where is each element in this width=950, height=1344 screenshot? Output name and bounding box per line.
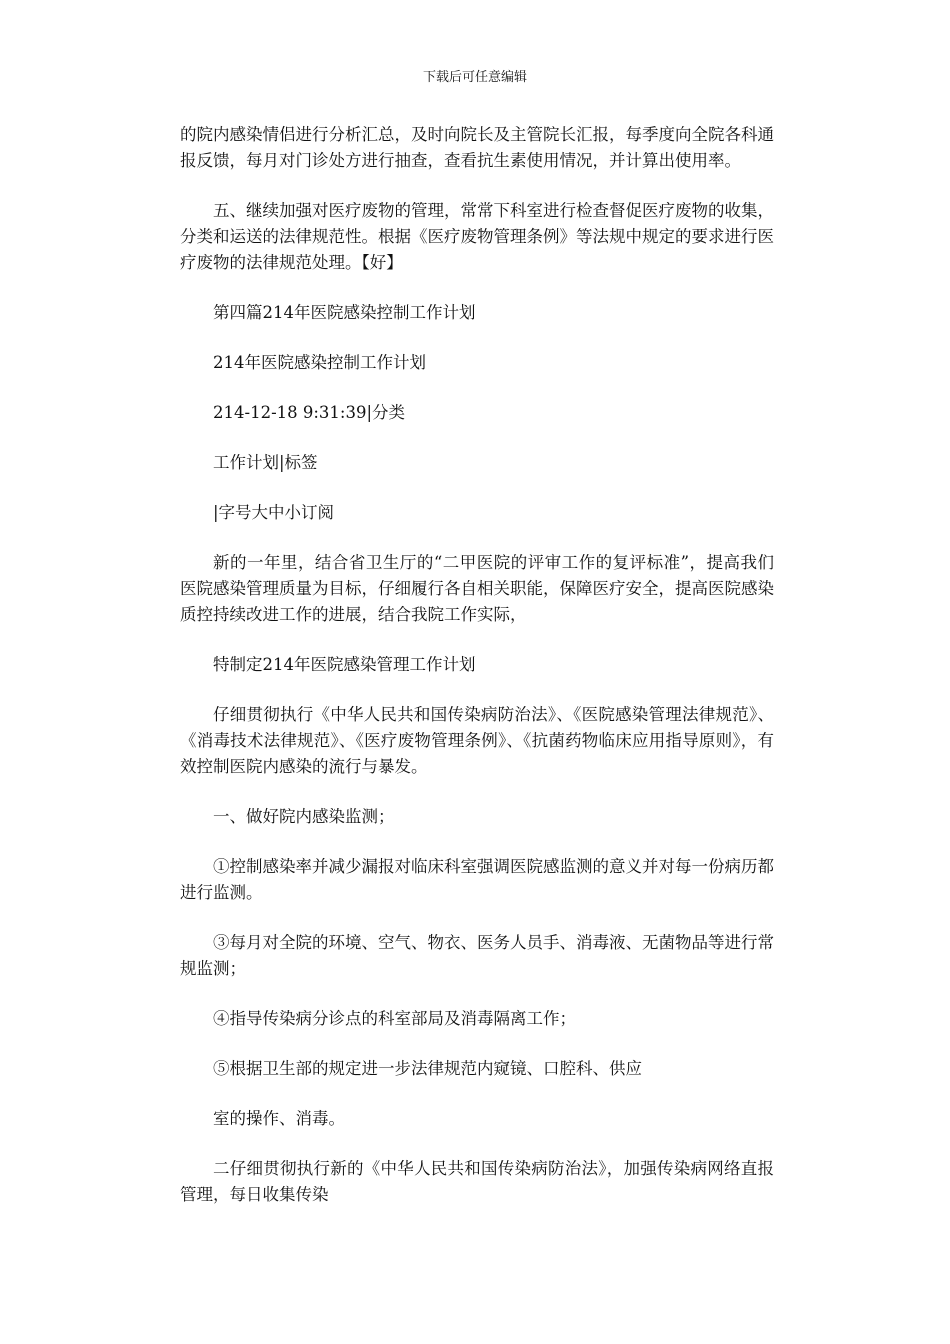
article-title: 214年医院感染控制工作计划 [213, 353, 426, 372]
section-title: 第四篇214年医院感染控制工作计划 [213, 303, 476, 322]
list-item-4: ④指导传染病分诊点的科室部局及消毒隔离工作； [213, 1009, 576, 1028]
document-body [180, 122, 774, 1232]
font-size-subscribe: |字号大中小订阅 [213, 503, 335, 522]
page-header: 下载后可任意编辑 [422, 70, 527, 85]
paragraph-intro: 新的一年里，结合省卫生厅的“二甲医院的评审工作的复评标准”，提高我们医院感染管理质量为目标，仔细履行各自相关职能，保障医疗安全，提高医院感染质控持续改进工作的进展，结合我院工作实际， [180, 553, 774, 624]
plan-heading: 特制定214年医院感染管理工作计划 [213, 655, 476, 674]
paragraph-section-two: 二仔细贯彻执行新的《中华人民共和国传染病防治法》，加强传染病网络直报管理，每日收集传染 [180, 1159, 774, 1204]
paragraph-regulations: 仔细贯彻执行《中华人民共和国传染病防治法》、《医院感染管理法律规范》、《消毒技术法律规范》、《医疗废物管理条例》、《抗菌药物临床应用指导原则》，有效控制医院内感染的流行与暴发。 [180, 705, 774, 776]
list-item-3: ③每月对全院的环境、空气、物衣、医务人员手、消毒液、无菌物品等进行常规监测； [180, 933, 774, 978]
heading-monitoring: 一、做好院内感染监测； [213, 807, 395, 826]
list-item-5-continued: 室的操作、消毒。 [213, 1109, 345, 1128]
list-item-5: ⑤根据卫生部的规定进一步法律规范内窥镜、口腔科、供应 [213, 1059, 642, 1078]
article-date-category: 214-12-18 9:31:39|分类 [213, 403, 406, 422]
article-tags: 工作计划|标签 [213, 453, 318, 472]
list-item-1: ①控制感染率并减少漏报对临床科室强调医院感监测的意义并对每一份病历都进行监测。 [180, 857, 774, 902]
paragraph-1: 的院内感染情侣进行分析汇总，及时向院长及主管院长汇报，每季度向全院各科通报反馈，每月对门诊处方进行抽查，查看抗生素使用情况，并计算出使用率。 [180, 125, 774, 170]
paragraph-2: 五、继续加强对医疗废物的管理，常常下科室进行检查督促医疗废物的收集，分类和运送的法律规范性。根据《医疗废物管理条例》等法规中规定的要求进行医疗废物的法律规范处理。【好】 [180, 201, 774, 272]
